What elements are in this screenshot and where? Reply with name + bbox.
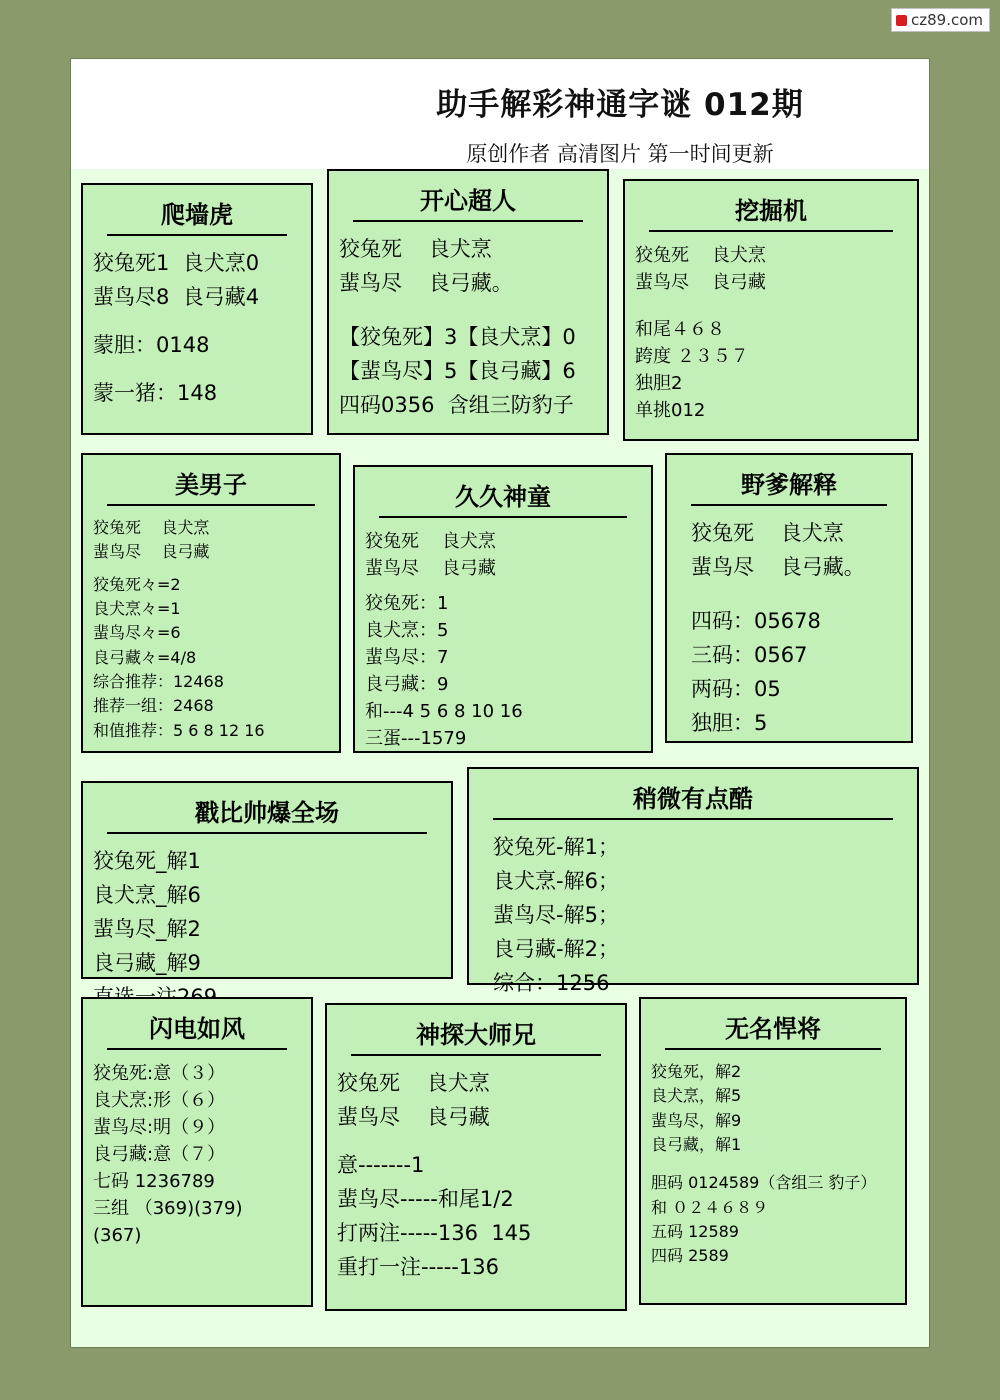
card-body <box>365 528 641 752</box>
spacer <box>365 582 641 590</box>
card-line: 狡兔死 良犬烹 <box>93 518 210 537</box>
title-divider <box>379 516 627 518</box>
card-line: 良犬烹-解6； <box>493 869 619 894</box>
card-body <box>337 1066 615 1284</box>
card-body <box>93 1060 301 1249</box>
watermark-dot-icon <box>896 15 907 26</box>
card-line: 和尾４６８ <box>635 319 725 340</box>
card-line: 狡兔死1 良犬烹0 <box>93 251 260 275</box>
title-divider <box>107 832 427 834</box>
card-body <box>93 516 329 743</box>
title-divider <box>649 230 893 232</box>
card-line: 蜚鸟尽:明（９） <box>93 1117 226 1138</box>
card-line: 狡兔死-解1； <box>493 835 619 859</box>
card-title: 闪电如风 <box>149 1015 245 1043</box>
watermark <box>891 8 990 32</box>
card-line: 意-------1 <box>337 1153 425 1178</box>
card-kaixinchaoren <box>327 169 609 435</box>
card-line: 三组 （369)(379) <box>93 1198 243 1219</box>
card-row-1 <box>81 169 919 441</box>
title-divider <box>351 1054 601 1056</box>
card-line: 良弓藏：9 <box>365 674 449 695</box>
card-line: 综合：1256 <box>493 971 610 996</box>
card-jiujiushentong <box>353 465 653 753</box>
card-line: 蜚鸟尽8 良弓藏4 <box>93 285 260 310</box>
title-divider <box>353 220 583 222</box>
title-divider <box>107 504 315 506</box>
card-line: 蜚鸟尽 良弓藏 <box>635 272 766 293</box>
card-line: 独胆：5 <box>691 711 768 736</box>
poster-page <box>70 58 930 1348</box>
card-title: 野爹解释 <box>741 471 837 499</box>
header-blank-area <box>71 59 311 169</box>
title-divider <box>691 504 887 506</box>
card-line: 良犬烹：5 <box>365 620 449 641</box>
card-body <box>635 242 907 424</box>
card-line: 【蜚鸟尽】5【良弓藏】6 <box>339 359 576 384</box>
card-line: 单挑012 <box>635 400 706 421</box>
card-line: 【狡兔死】3【良犬烹】0 <box>339 325 576 350</box>
card-line: 良弓藏，解1 <box>651 1134 742 1154</box>
card-body <box>479 830 907 1000</box>
card-line: 打两注-----136 145 <box>337 1221 532 1246</box>
card-line: 蜚鸟尽_解2 <box>93 917 201 942</box>
card-line: 跨度 ２３５７ <box>635 346 749 367</box>
card-line: 三码：0567 <box>691 643 808 668</box>
card-wumingeniang <box>639 997 907 1305</box>
card-line: 和值推荐：5 6 8 12 16 <box>93 720 265 740</box>
card-line: 两码：05 <box>691 677 781 702</box>
card-line: 蜚鸟尽：7 <box>365 647 449 668</box>
spacer <box>339 300 597 320</box>
card-title: 爬墙虎 <box>161 201 233 229</box>
page-title: 助手解彩神通字谜 012期 <box>436 87 804 123</box>
card-line: 和 ０２４６８９ <box>651 1197 769 1217</box>
card-line: 四码 2589 <box>651 1246 729 1266</box>
card-paqianghu <box>81 183 313 435</box>
card-line: 良弓藏:意（７） <box>93 1144 226 1165</box>
title-divider <box>107 1048 287 1050</box>
card-line: 蜚鸟尽-----和尾1/2 <box>337 1187 514 1212</box>
card-row-3 <box>81 767 919 996</box>
card-line: 蜚鸟尽 良弓藏 <box>93 542 210 562</box>
card-line: 狡兔死_解1 <box>93 849 201 873</box>
card-line: 良弓藏々=4/8 <box>93 647 197 667</box>
title-divider <box>107 234 287 236</box>
card-row-4 <box>81 997 919 1311</box>
card-grid <box>71 169 929 1311</box>
card-yediejieshi <box>665 453 913 743</box>
card-shandianrufeng <box>81 997 313 1307</box>
card-line: 四码：05678 <box>691 609 821 634</box>
spacer <box>651 1157 895 1171</box>
card-wajueji <box>623 179 919 441</box>
spacer <box>93 314 301 328</box>
poster-header <box>71 59 929 169</box>
card-body <box>677 516 901 740</box>
card-line: 胆码 0124589（含组三 豹子） <box>651 1173 877 1193</box>
card-line: 蜚鸟尽 良弓藏。 <box>691 555 865 580</box>
spacer <box>93 565 329 573</box>
card-line: 蜚鸟尽々=6 <box>93 623 181 643</box>
card-line: 蜚鸟尽-解5； <box>493 903 619 928</box>
spacer <box>93 362 301 376</box>
card-shentandashixiong <box>325 1003 627 1311</box>
card-line: 狡兔死々=2 <box>93 574 181 594</box>
card-line: 蒙一猪：148 <box>93 381 218 406</box>
card-line: 七码 1236789 <box>93 1171 215 1192</box>
card-line: 狡兔死：1 <box>365 593 449 614</box>
card-title: 无名悍将 <box>725 1015 821 1043</box>
title-divider <box>493 818 893 820</box>
card-row-2 <box>81 453 919 753</box>
card-body <box>93 844 441 1014</box>
card-line: 四码0356 含组三防豹子 <box>339 393 574 418</box>
card-title: 挖掘机 <box>735 197 807 225</box>
card-line: 和---4 5 6 8 10 16 <box>365 701 523 722</box>
header-title-area <box>311 59 929 169</box>
card-line: 综合推荐：12468 <box>93 671 224 691</box>
card-line: 狡兔死 良犬烹 <box>635 245 766 266</box>
card-line: 蜚鸟尽 良弓藏。 <box>339 271 513 296</box>
spacer <box>337 1134 615 1148</box>
card-line: 蜚鸟尽 良弓藏 <box>337 1105 490 1130</box>
page-subtitle: 原创作者 高清图片 第一时间更新 <box>466 142 774 166</box>
card-line: 狡兔死 良犬烹 <box>339 237 492 261</box>
card-line: 狡兔死 良犬烹 <box>365 531 496 552</box>
card-chuobishuaibao <box>81 781 453 979</box>
card-title: 开心超人 <box>420 187 516 215</box>
card-line: 良犬烹々=1 <box>93 598 181 618</box>
card-line: 良犬烹_解6 <box>93 883 201 908</box>
card-title: 美男子 <box>175 471 247 499</box>
card-body <box>339 232 597 422</box>
card-line: 三蛋---1579 <box>365 728 467 749</box>
card-line: 重打一注-----136 <box>337 1255 499 1280</box>
card-line: 良犬烹:形（６） <box>93 1090 226 1111</box>
title-divider <box>665 1048 881 1050</box>
card-line: 良弓藏-解2； <box>493 937 619 962</box>
watermark-label: cz89.com <box>910 11 983 29</box>
card-line: 蜚鸟尽，解9 <box>651 1110 742 1130</box>
card-title: 久久神童 <box>455 483 551 511</box>
card-body <box>651 1060 895 1269</box>
card-line: 推荐一组：2468 <box>93 696 214 716</box>
spacer <box>691 584 901 604</box>
card-line: 独胆2 <box>635 373 683 394</box>
card-title: 戳比帅爆全场 <box>195 799 339 827</box>
card-shaoweiyoudianku <box>467 767 919 996</box>
spacer <box>635 296 907 316</box>
card-line: 良犬烹，解5 <box>651 1086 742 1106</box>
card-line: 蜚鸟尽 良弓藏 <box>365 558 496 579</box>
card-title: 神探大师兄 <box>416 1021 536 1049</box>
card-line: 狡兔死 良犬烹 <box>691 521 844 545</box>
card-body <box>93 246 301 410</box>
card-line: 五码 12589 <box>651 1221 739 1241</box>
card-line: 狡兔死，解2 <box>651 1062 742 1081</box>
card-line: 狡兔死 良犬烹 <box>337 1071 490 1095</box>
card-line: 蒙胆：0148 <box>93 333 210 358</box>
card-line: 狡兔死:意（３） <box>93 1063 226 1084</box>
card-title: 稍微有点酷 <box>633 785 753 813</box>
card-line: (367) <box>93 1225 142 1246</box>
card-meinanzi <box>81 453 341 753</box>
card-line: 良弓藏_解9 <box>93 951 201 976</box>
